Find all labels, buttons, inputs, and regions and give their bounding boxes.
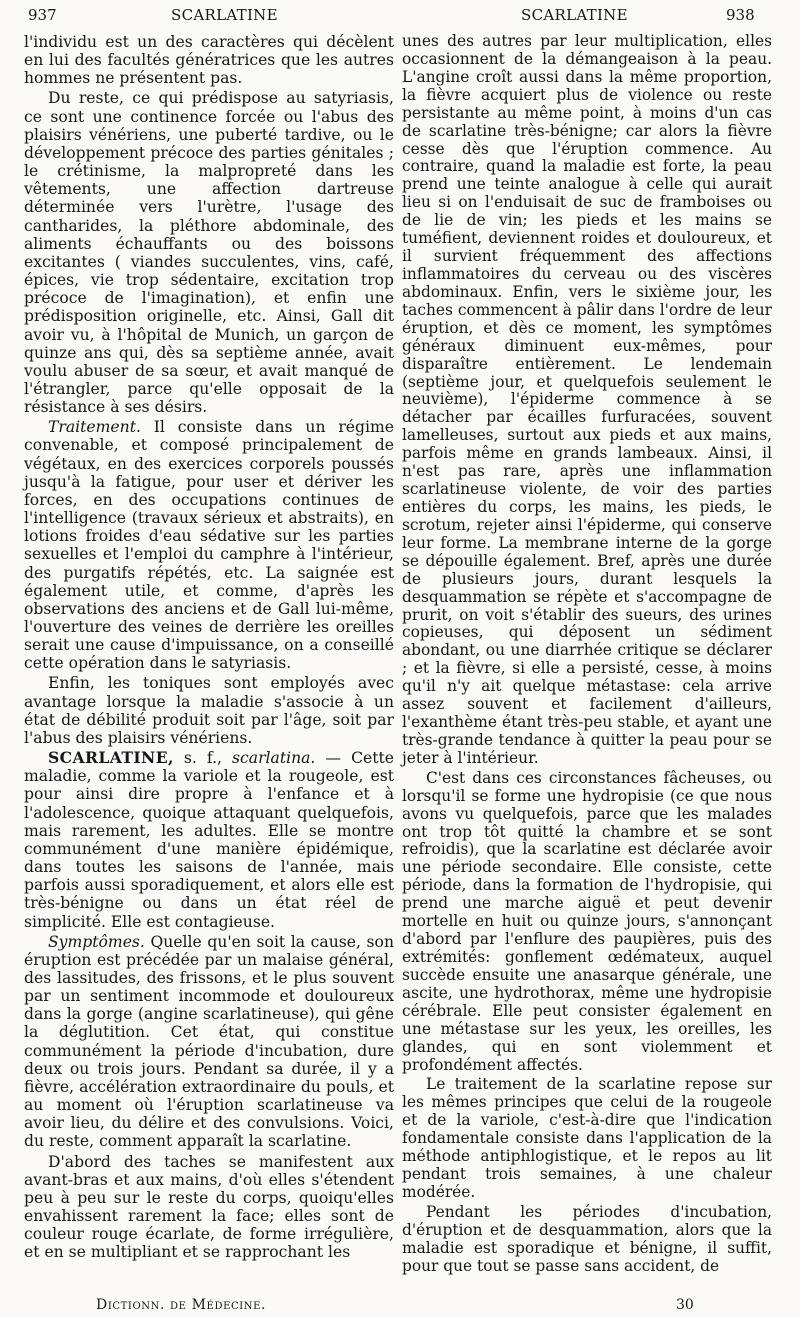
paragraph-text: Quelle qu'en soit la cause, son éruption est précédée par un malaise général, des lassitudes, des frissons, et le plus souvent par un sentiment incommode et douloureux dans la gorge (angine scarlatineuse), qui gêne la déglutition. Cet état, qui constitue communément la période d'incubation, dure deux ou trois jours. Pendant sa durée, il y a fièvre, accélération extraordinaire du pouls, et au moment où l'éruption scarlatineuse va avoir lieu, du délire et des convulsions. Voici, du reste, comment apparaît la scarlatine. — [24, 932, 394, 1151]
paragraph-text: Il consiste dans un régime convenable, et composé principalement de végétaux, en des exercices corporels poussés jusqu'à la fatigue, pour user et dériver les forces, en des occupations continues de l'intelligence (travaux sérieux et abstraits), en lotions froides d'eau sédative sur les parties sexuelles et l'emploi du camphre à l'intérieur, des purgatifs répétés, etc. La saignée est également utile, et comme, d'après les observations des anciens et de Gall lui-même, l'ouverture des veines de derrière les oreilles serait une cause d'impuissance, on a conseillé cette opération dans le satyriasis. — [24, 418, 394, 673]
footer-signature: Dictionn. de Médecine. — [96, 1297, 267, 1313]
right-page-number: 938 — [726, 6, 755, 24]
left-page-number: 937 — [28, 6, 57, 24]
page-header — [0, 6, 800, 32]
entry-latin: scarlatina. — [232, 749, 316, 768]
section-lead-traitement: Traitement. — [48, 418, 141, 437]
entry-grammar: s. f., — [173, 749, 233, 768]
left-running-title: SCARLATINE — [171, 6, 278, 24]
right-running-title: SCARLATINE — [521, 6, 628, 24]
footer-sheet-number: 30 — [676, 1297, 694, 1313]
page-footer — [0, 1297, 800, 1317]
paragraph — [24, 933, 394, 1151]
dictionary-entry — [24, 749, 394, 931]
paragraph: D'abord des taches se manifestent aux avant-bras et aux mains, d'où elles s'étendent peu à peu sur le reste du corps, quoiqu'elles envahissent rarement la face; elles sont de couleur rouge écarlate, de forme irrégulière, et en se multipliant et se rapprochant les — [24, 1152, 394, 1262]
right-column — [402, 33, 772, 1278]
paragraph: Le traitement de la scarlatine repose sur les mêmes principes que celui de la rougeole et de la variole, c'est-à-dire que l'indication fondamentale consiste dans l'application de la méthode antiphlogistique, et le repos au lit pendant trois semaines, à une chaleur modérée. — [402, 1075, 772, 1201]
paragraph: Enfin, les toniques sont employés avec avantage lorsque la maladie s'associe à un état de débilité produit soit par l'âge, soit par l'abus des plaisirs vénériens. — [24, 674, 394, 747]
paragraph-text: — Cette maladie, comme la variole et la rougeole, est pour ainsi dire propre à l'enfance et à l'adolescence, quoique attaquant quelquefois, mais rarement, les adultes. Elle se montre communément d'une manière épidémique, dans toutes les saisons de l'année, mais parfois aussi sporadiquement, et alors elle est très-bénigne ou dans un état réel de simplicité. Elle est contagieuse. — [24, 749, 394, 931]
section-lead-symptomes: Symptômes. — [48, 932, 145, 951]
paragraph — [24, 418, 394, 672]
left-column — [24, 33, 394, 1263]
paragraph: C'est dans ces circonstances fâcheuses, ou lorsqu'il se forme une hydropisie (ce que nous avons vu quelquefois, parce que les malades ont trop tôt quitté la chambre et se sont refroidis), que la scarlatine est déclarée avoir une période secondaire. Elle consiste, cette période, dans la formation de l'hydropisie, qui prend une marche aiguë et peut devenir mortelle en huit ou quinze jours, s'annonçant d'abord par l'enflure des paupières, puis des extrémités: gonflement œdémateux, auquel succède ensuite une anasarque générale, une ascite, une hydrothorax, même une hydropisie cérébrale. Elle peut consister également en une métastase sur les yeux, les oreilles, les glandes, qui en sont violemment et profondément affectés. — [402, 768, 772, 1074]
paragraph: Pendant les périodes d'incubation, d'éruption et de desquammation, alors que la maladie est sporadique et bénigne, il suffit, pour que tout se passe sans accident, de — [402, 1202, 772, 1275]
paragraph: l'individu est un des caractères qui décèlent en lui des facultés génératrices que les autres hommes ne présentent pas. — [24, 33, 394, 88]
paragraph: Du reste, ce qui prédispose au satyriasis, ce sont une continence forcée ou l'abus des plaisirs vénériens, une puberté tardive, ou le développement précoce des parties génitales ; le crétinisme, la malpropreté dans les vêtements, une affection dartreuse déterminée vers l'urètre, l'usage des cantharides, la pléthore abdominale, des aliments échauffants ou des boissons excitantes ( viandes succulentes, vins, café, épices, vie trop sédentaire, excitation trop précoce de l'imagination), et enfin une prédisposition originelle, etc. Ainsi, Gall dit avoir vu, à l'hôpital de Munich, un garçon de quinze ans qui, dès sa septième année, avait voulu abuser de sa sœur, et avait manqué de l'étrangler, parce qu'elle opposait de la résistance à ses désirs. — [24, 89, 394, 417]
paragraph: unes des autres par leur multiplication, elles occasionnent de la démangeaison à la peau. L'angine croît aussi dans la même proportion, la fièvre acquiert plus de violence ou reste persistante au même point, à moins d'un cas de scarlatine très-bénigne; car alors la fièvre cesse dès que l'éruption commence. Au contraire, quand la maladie est forte, la peau prend une teinte analogue à celle qui aurait lieu si on l'enduisait de suc de framboises ou de lie de vin; les pieds et les mains se tuméfient, deviennent roides et douloureux, et il survient fréquemment des affections inflammatoires du cerveau ou des viscères abdominaux. Enfin, vers le sixième jour, les taches commencent à pâlir dans l'ordre de leur éruption, et dès ce moment, les symptômes généraux diminuent eux-mêmes, pour disparaître entièrement. Le lendemain (septième jour, et quelquefois seulement le neuvième), l'épiderme commence à se détacher par écailles furfuracées, souvent lamelleuses, surtout aux pieds et aux mains, parfois même en grands lambeaux. Ainsi, il n'est pas rare, après une inflammation scarlatineuse violente, de voir des parties entières du corps, les mains, les pieds, le scrotum, rejeter ainsi l'épiderme, qui conserve leur forme. La membrane interne de la gorge se dépouille également. Bref, après une durée de plusieurs jours, durant lesquels la desquammation se répète et s'accompagne de prurit, on voit s'établir des sueurs, des urines copieuses, qui déposent un sédiment abondant, ou une diarrhée critique se déclarer ; et la fièvre, si elle a persisté, cesse, à moins qu'il n'y ait quelque métastase: cela arrive assez souvent et facilement d'ailleurs, l'exanthème étant très-peu stable, et ayant une très-grande tendance à quitter la peau pour se jeter à l'intérieur. — [402, 32, 772, 767]
entry-headword: SCARLATINE, — [48, 748, 174, 768]
